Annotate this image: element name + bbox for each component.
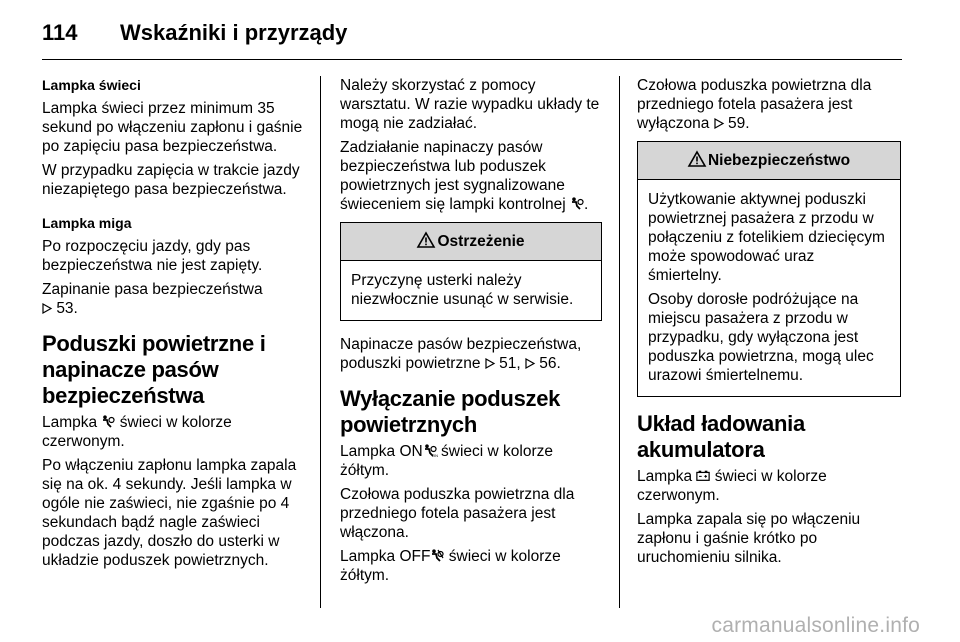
- warning-text: Przyczynę usterki należy niezwłocznie usunąć w serwisie.: [351, 272, 574, 308]
- paragraph: [637, 467, 901, 505]
- column-2: [340, 76, 602, 590]
- text: .: [584, 196, 589, 213]
- paragraph: [340, 335, 602, 373]
- text: Zapinanie pasa bezpieczeństwa: [42, 281, 263, 298]
- danger-title: Niebezpieczeństwo: [707, 152, 851, 169]
- warning-triangle-icon: [688, 151, 706, 167]
- column-divider: [619, 76, 620, 608]
- paragraph: [42, 280, 308, 318]
- reference-triangle-icon: [485, 358, 495, 369]
- danger-box: [637, 141, 901, 397]
- paragraph: Lampka świeci przez minimum 35 sekund po włączeniu zapłonu i gaśnie po zapięciu pasa bezpieczeństwa.: [42, 100, 303, 155]
- paragraph: [637, 76, 901, 133]
- text: świeci w kolorze żółtym.: [340, 443, 553, 479]
- text: świeci w kolorze żółtym.: [340, 548, 561, 584]
- paragraph: [340, 547, 602, 585]
- text: Zadziałanie napinaczy pasów bezpieczeństwa lub poduszek powietrznych jest sygnalizowane świeceniem się lampki kontrolnej: [340, 139, 566, 213]
- warning-box: [340, 222, 602, 321]
- text: Napinacze pasów bezpieczeństwa, poduszki powietrzne: [340, 336, 582, 372]
- danger-text: Użytkowanie aktywnej poduszki powietrznej pasażera z przodu w połączeniu z fotelikiem dziecięcym może spowodować uraz śmiertelny.: [648, 191, 885, 284]
- danger-text: Osoby dorosłe podróżujące na miejscu pasażera z przodu w przypadku, gdy wyłączona jest poduszka powietrzna, mogą ulec urazowi śmiertelnemu.: [648, 291, 874, 384]
- paragraph: Lampka zapala się po włączeniu zapłonu i gaśnie krótko po uruchomieniu silnika.: [637, 511, 861, 566]
- header-divider: [42, 59, 902, 60]
- page-reference[interactable]: 56.: [539, 355, 561, 372]
- text: Lampka ON: [340, 443, 423, 460]
- page-reference[interactable]: 53.: [56, 300, 78, 317]
- section-heading-airbag-deactivation: Wyłączanie poduszek powietrznych: [340, 386, 561, 437]
- subheading-lamp-flashing: Lampka miga: [42, 215, 132, 231]
- page-reference[interactable]: 51,: [499, 355, 521, 372]
- paragraph: Po włączeniu zapłonu lampka zapala się na ok. 4 sekundy. Jeśli lampka w ogóle nie zaświeci, nie zgaśnie po 4 sekundach bądź nagle zaświeci podczas jazdy, doszło do usterki w układzie poduszek powietrznych.: [42, 457, 297, 569]
- svg-text:ON: ON: [431, 453, 438, 458]
- page-title: Wskaźniki i przyrządy: [120, 20, 348, 45]
- text: świeci w kolorze czerwonym.: [637, 468, 827, 504]
- section-heading-charging-system: Układ ładowania akumulatora: [637, 411, 805, 462]
- text: Czołowa poduszka powietrzna dla przedniego fotela pasażera jest wyłączona: [637, 77, 872, 132]
- warning-triangle-icon: [417, 232, 435, 248]
- column-divider: [320, 76, 321, 608]
- paragraph: [42, 413, 308, 451]
- text: Lampka: [42, 414, 98, 431]
- page-number: 114: [42, 20, 78, 45]
- watermark: carmanualsonline.info: [711, 614, 920, 637]
- reference-triangle-icon: [42, 303, 52, 314]
- paragraph: [340, 442, 602, 480]
- text: Lampka: [637, 468, 693, 485]
- paragraph: Należy skorzystać z pomocy warsztatu. W razie wypadku układy te mogą nie zadziałać.: [340, 77, 600, 132]
- paragraph: Czołowa poduszka powietrzna dla przedniego fotela pasażera jest włączona.: [340, 486, 575, 541]
- airbag-icon: [570, 197, 584, 210]
- page-header: [42, 14, 902, 58]
- danger-box-header: [638, 142, 900, 180]
- page-reference[interactable]: 59.: [728, 115, 750, 132]
- paragraph: W przypadku zapięcia w trakcie jazdy niezapiętego pasa bezpieczeństwa.: [42, 162, 300, 198]
- paragraph: [340, 138, 602, 214]
- section-heading-airbags: Poduszki powietrzne i napinacze pasów bezpieczeństwa: [42, 331, 266, 408]
- battery-icon: [696, 469, 710, 482]
- column-1: [42, 76, 308, 575]
- airbag-off-icon: [430, 549, 444, 562]
- text: świeci w kolorze czerwonym.: [42, 414, 232, 450]
- subheading-lamp-on: Lampka świeci: [42, 77, 141, 93]
- warning-box-header: [341, 223, 601, 261]
- column-3: [637, 76, 901, 572]
- reference-triangle-icon: [525, 358, 535, 369]
- paragraph: Po rozpoczęciu jazdy, gdy pas bezpieczeństwa nie jest zapięty.: [42, 238, 263, 274]
- airbag-on-icon: [423, 444, 437, 457]
- text: Lampka OFF: [340, 548, 431, 565]
- reference-triangle-icon: [714, 118, 724, 129]
- airbag-icon: [101, 415, 115, 428]
- warning-title: Ostrzeżenie: [437, 233, 525, 250]
